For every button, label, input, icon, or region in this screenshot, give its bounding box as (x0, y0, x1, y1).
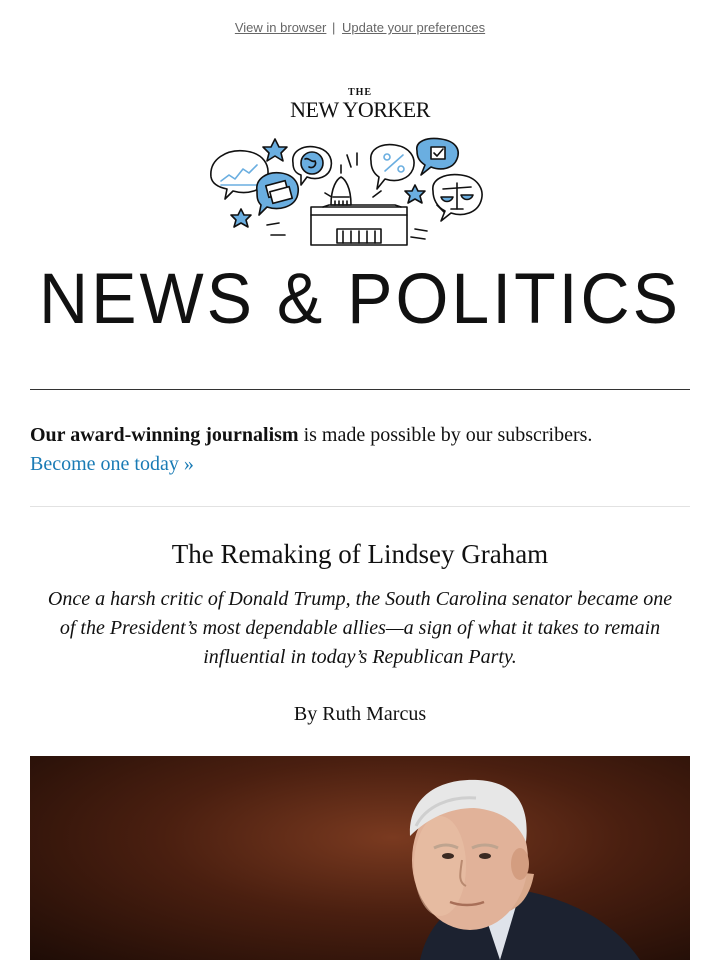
link-separator: | (332, 20, 336, 35)
subscribe-link[interactable]: Become one today » (30, 453, 194, 475)
star-icon (405, 185, 425, 203)
scales-icon (433, 175, 482, 221)
logo-the: THE (347, 87, 373, 98)
update-preferences-link[interactable]: Update your preferences (342, 20, 486, 35)
subscription-promo (30, 421, 690, 479)
promo-text: is made possible by our subscribers. (298, 424, 593, 446)
article-headline[interactable]: The Remaking of Lindsey Graham (171, 539, 549, 569)
top-links (0, 20, 720, 35)
globe-icon (293, 147, 332, 185)
senator-portrait (30, 756, 690, 960)
view-in-browser-link[interactable]: View in browser (234, 20, 327, 35)
divider (30, 389, 690, 390)
percent-icon (371, 145, 414, 189)
article-photo[interactable] (30, 756, 690, 960)
money-bubble-icon (257, 173, 298, 215)
check-bubble-icon (417, 139, 458, 176)
logo-name: NEW YORKER (290, 97, 430, 122)
politics-illustration (205, 135, 500, 253)
promo-bold-text: Our award-winning journalism (30, 424, 299, 446)
new-yorker-logo[interactable] (0, 88, 720, 121)
article-byline: By Ruth Marcus (293, 703, 427, 725)
section-title: NEWS & POLITICS (39, 259, 681, 339)
star-icon (263, 139, 287, 161)
article-dek: Once a harsh critic of Donald Trump, the South Carolina senator became one of the President’s most dependable allies—a sign of what it takes to remain influential in today’s Republican Party. (47, 588, 673, 668)
divider (30, 506, 690, 507)
star-icon (231, 209, 251, 227)
